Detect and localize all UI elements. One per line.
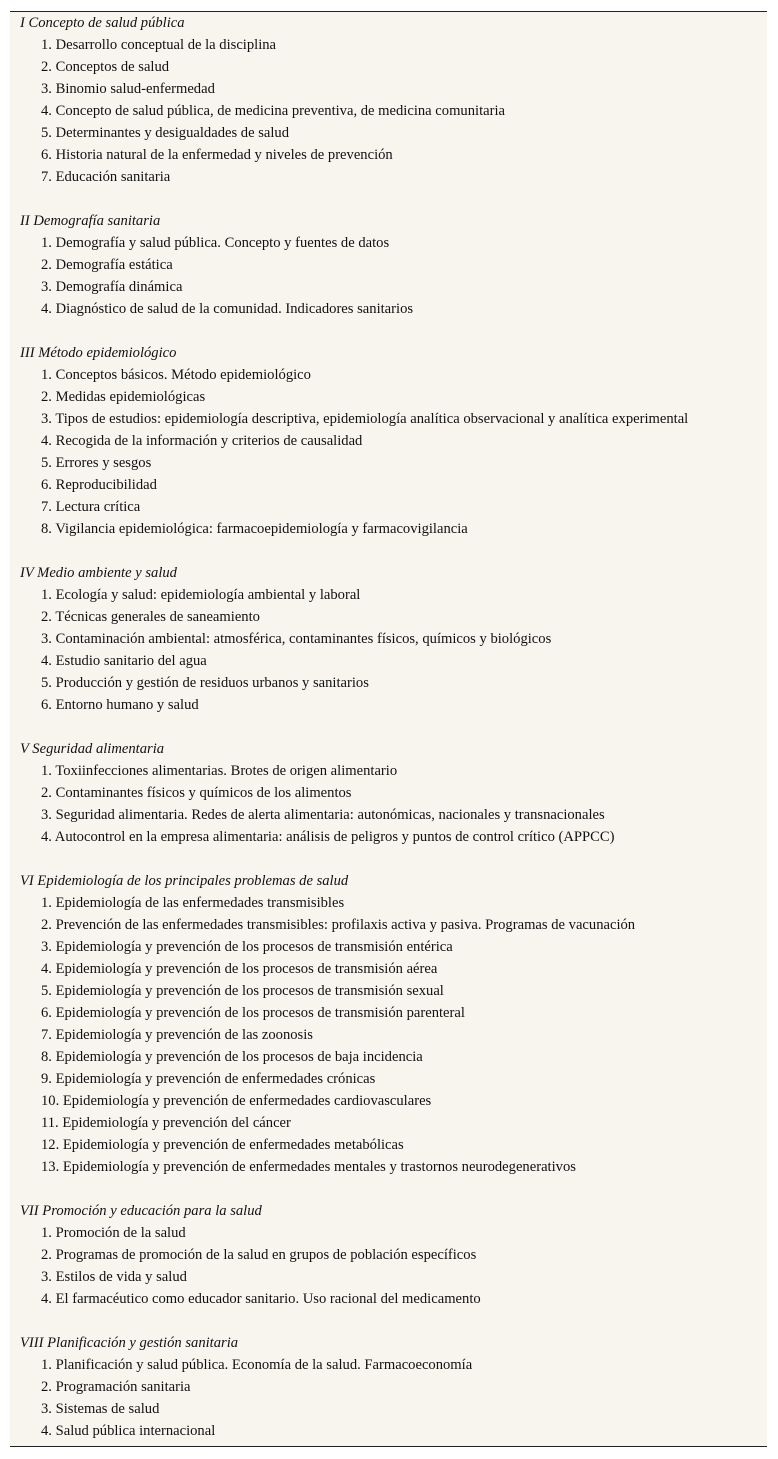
list-item: 2. Programación sanitaria [41,1379,191,1395]
section-1 [20,12,760,210]
section-spacer [20,1310,760,1332]
section-spacer [20,540,760,562]
section-title: II Demografía sanitaria [20,213,161,229]
syllabus-content [20,12,760,1442]
section-title: VII Promoción y educación para la salud [20,1203,262,1219]
list-item: 3. Tipos de estudios: epidemiología descriptiva, epidemiología analítica observacional y analítica experimental [41,411,689,427]
list-item: 1. Epidemiología de las enfermedades transmisibles [41,895,345,911]
list-item: 2. Conceptos de salud [41,59,170,75]
section-4 [20,562,760,738]
list-item: 6. Reproducibilidad [41,477,157,493]
section-title: VIII Planificación y gestión sanitaria [20,1335,239,1351]
list-item: 3. Seguridad alimentaria. Redes de alerta alimentaria: autonómicas, nacionales y transnacionales [41,807,605,823]
section-3 [20,342,760,562]
list-item: 8. Epidemiología y prevención de los procesos de baja incidencia [41,1049,423,1065]
list-item: 9. Epidemiología y prevención de enfermedades crónicas [41,1071,376,1087]
section-spacer [20,1178,760,1200]
list-item: 1. Desarrollo conceptual de la disciplina [41,37,277,53]
list-item: 2. Demografía estática [41,257,173,273]
list-item: 1. Toxiinfecciones alimentarias. Brotes de origen alimentario [41,763,398,779]
list-item: 13. Epidemiología y prevención de enfermedades mentales y trastornos neurodegenerativos [41,1159,576,1175]
list-item: 11. Epidemiología y prevención del cáncer [41,1115,291,1131]
list-item: 7. Educación sanitaria [41,169,171,185]
list-item: 5. Epidemiología y prevención de los procesos de transmisión sexual [41,983,444,999]
section-title: V Seguridad alimentaria [20,741,165,757]
list-item: 3. Demografía dinámica [41,279,183,295]
list-item: 7. Lectura crítica [41,499,141,515]
list-item: 5. Producción y gestión de residuos urbanos y sanitarios [41,675,369,691]
list-item: 3. Sistemas de salud [41,1401,160,1417]
list-item: 4. Salud pública internacional [41,1423,216,1439]
list-item: 4. Epidemiología y prevención de los procesos de transmisión aérea [41,961,438,977]
list-item: 2. Prevención de las enfermedades transmisibles: profilaxis activa y pasiva. Programas de vacunación [41,917,636,933]
list-item: 2. Programas de promoción de la salud en grupos de población específicos [41,1247,477,1263]
list-item: 10. Epidemiología y prevención de enfermedades cardiovasculares [41,1093,432,1109]
section-7 [20,1200,760,1332]
list-item: 4. Autocontrol en la empresa alimentaria: análisis de peligros y puntos de control crítico (APPCC) [41,829,615,845]
section-spacer [20,848,760,870]
list-item: 2. Contaminantes físicos y químicos de los alimentos [41,785,352,801]
list-item: 1. Ecología y salud: epidemiología ambiental y laboral [41,587,361,603]
section-spacer [20,188,760,210]
section-8 [20,1332,760,1442]
list-item: 12. Epidemiología y prevención de enfermedades metabólicas [41,1137,404,1153]
list-item: 1. Planificación y salud pública. Economía de la salud. Farmacoeconomía [41,1357,473,1373]
list-item: 6. Entorno humano y salud [41,697,199,713]
section-spacer [20,716,760,738]
section-title: I Concepto de salud pública [20,15,185,31]
list-item: 4. Estudio sanitario del agua [41,653,207,669]
list-item: 4. Concepto de salud pública, de medicina preventiva, de medicina comunitaria [41,103,505,119]
list-item: 3. Binomio salud-enfermedad [41,81,215,97]
section-spacer [20,320,760,342]
list-item: 4. Recogida de la información y criterios de causalidad [41,433,363,449]
list-item: 6. Epidemiología y prevención de los procesos de transmisión parenteral [41,1005,465,1021]
list-item: 5. Errores y sesgos [41,455,152,471]
section-title: VI Epidemiología de los principales problemas de salud [20,873,349,889]
list-item: 7. Epidemiología y prevención de las zoonosis [41,1027,313,1043]
list-item: 3. Epidemiología y prevención de los procesos de transmisión entérica [41,939,453,955]
list-item: 1. Conceptos básicos. Método epidemiológico [41,367,311,383]
list-item: 3. Contaminación ambiental: atmosférica, contaminantes físicos, químicos y biológicos [41,631,552,647]
list-item: 4. Diagnóstico de salud de la comunidad. Indicadores sanitarios [41,301,414,317]
list-item: 1. Promoción de la salud [41,1225,186,1241]
section-5 [20,738,760,870]
section-title: III Método epidemiológico [20,345,177,361]
list-item: 8. Vigilancia epidemiológica: farmacoepidemiología y farmacovigilancia [41,521,468,537]
list-item: 6. Historia natural de la enfermedad y niveles de prevención [41,147,393,163]
syllabus-table [10,11,767,1447]
section-2 [20,210,760,342]
section-6 [20,870,760,1200]
list-item: 1. Demografía y salud pública. Concepto y fuentes de datos [41,235,390,251]
list-item: 2. Medidas epidemiológicas [41,389,206,405]
list-item: 2. Técnicas generales de saneamiento [41,609,260,625]
section-title: IV Medio ambiente y salud [20,565,177,581]
list-item: 5. Determinantes y desigualdades de salud [41,125,290,141]
list-item: 3. Estilos de vida y salud [41,1269,187,1285]
list-item: 4. El farmacéutico como educador sanitario. Uso racional del medicamento [41,1291,481,1307]
